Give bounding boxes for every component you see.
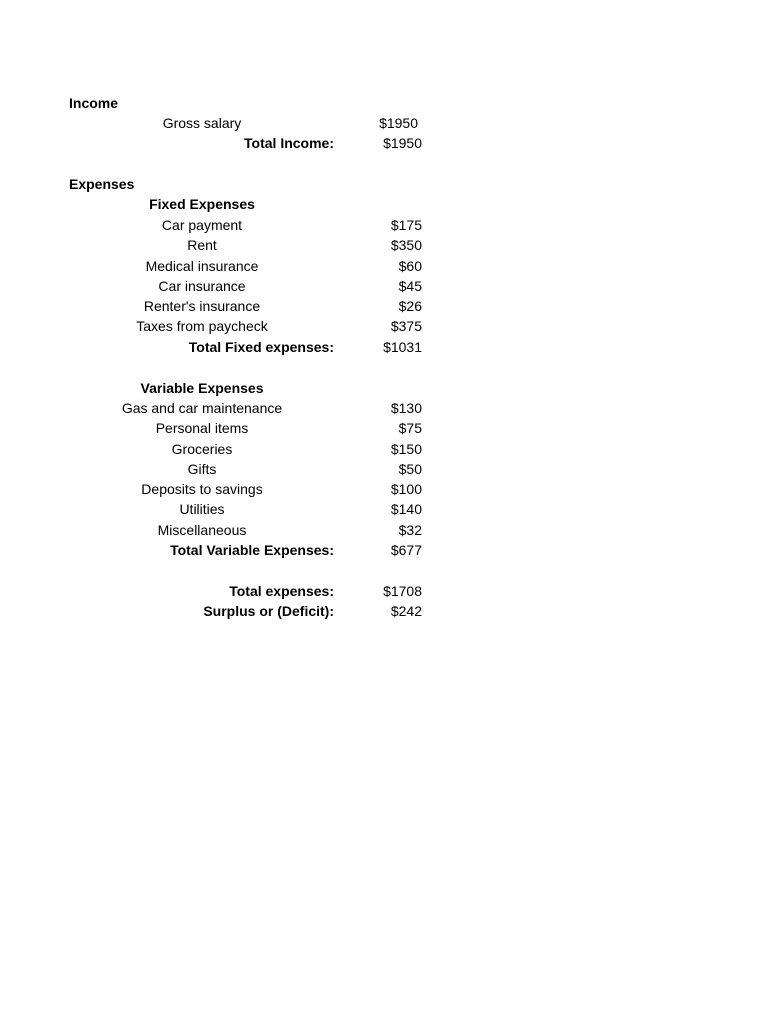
fixed-item-label: Medical insurance <box>145 258 259 274</box>
variable-item-amount: $50 <box>398 461 422 477</box>
surplus-amount: $242 <box>390 603 422 619</box>
variable-item-amount: $32 <box>398 522 422 538</box>
variable-item-label: Miscellaneous <box>157 522 247 538</box>
variable-item-label: Utilities <box>179 501 225 517</box>
variable-item-amount: $150 <box>390 441 422 457</box>
variable-item-label: Gifts <box>187 461 217 477</box>
fixed-item-label: Car insurance <box>158 278 246 294</box>
fixed-item-amount: $175 <box>390 217 422 233</box>
variable-item-amount: $140 <box>390 501 422 517</box>
variable-item-label: Gas and car maintenance <box>121 400 283 416</box>
fixed-item-amount: $26 <box>398 298 422 314</box>
fixed-item-label: Car payment <box>161 217 243 233</box>
total-variable-amount: $677 <box>390 542 422 558</box>
total-income-label: Total Income: <box>244 135 334 151</box>
fixed-item-amount: $375 <box>390 318 422 334</box>
total-fixed-label: Total Fixed expenses: <box>188 339 334 355</box>
total-income-amount: $1950 <box>383 135 422 151</box>
total-fixed-amount: $1031 <box>383 339 422 355</box>
total-variable-label: Total Variable Expenses: <box>170 542 334 558</box>
income-heading: Income <box>69 95 119 111</box>
fixed-item-amount: $45 <box>398 278 422 294</box>
fixed-item-amount: $60 <box>398 258 422 274</box>
variable-item-label: Groceries <box>171 441 233 457</box>
fixed-expenses-heading: Fixed Expenses <box>149 196 255 212</box>
variable-item-label: Deposits to savings <box>141 481 263 497</box>
total-expenses-label: Total expenses: <box>229 583 334 599</box>
total-expenses-amount: $1708 <box>383 583 422 599</box>
income-item-amount: $1950 <box>379 115 418 131</box>
fixed-item-label: Taxes from paycheck <box>136 318 268 334</box>
variable-item-amount: $130 <box>390 400 422 416</box>
fixed-item-amount: $350 <box>390 237 422 253</box>
variable-expenses-heading: Variable Expenses <box>140 380 264 396</box>
fixed-item-label: Renter's insurance <box>143 298 261 314</box>
income-item-label: Gross salary <box>162 115 242 131</box>
variable-item-amount: $100 <box>390 481 422 497</box>
surplus-label: Surplus or (Deficit): <box>203 603 334 619</box>
variable-item-amount: $75 <box>398 420 422 436</box>
fixed-item-label: Rent <box>187 237 217 253</box>
variable-item-label: Personal items <box>155 420 249 436</box>
expenses-heading: Expenses <box>69 176 135 192</box>
